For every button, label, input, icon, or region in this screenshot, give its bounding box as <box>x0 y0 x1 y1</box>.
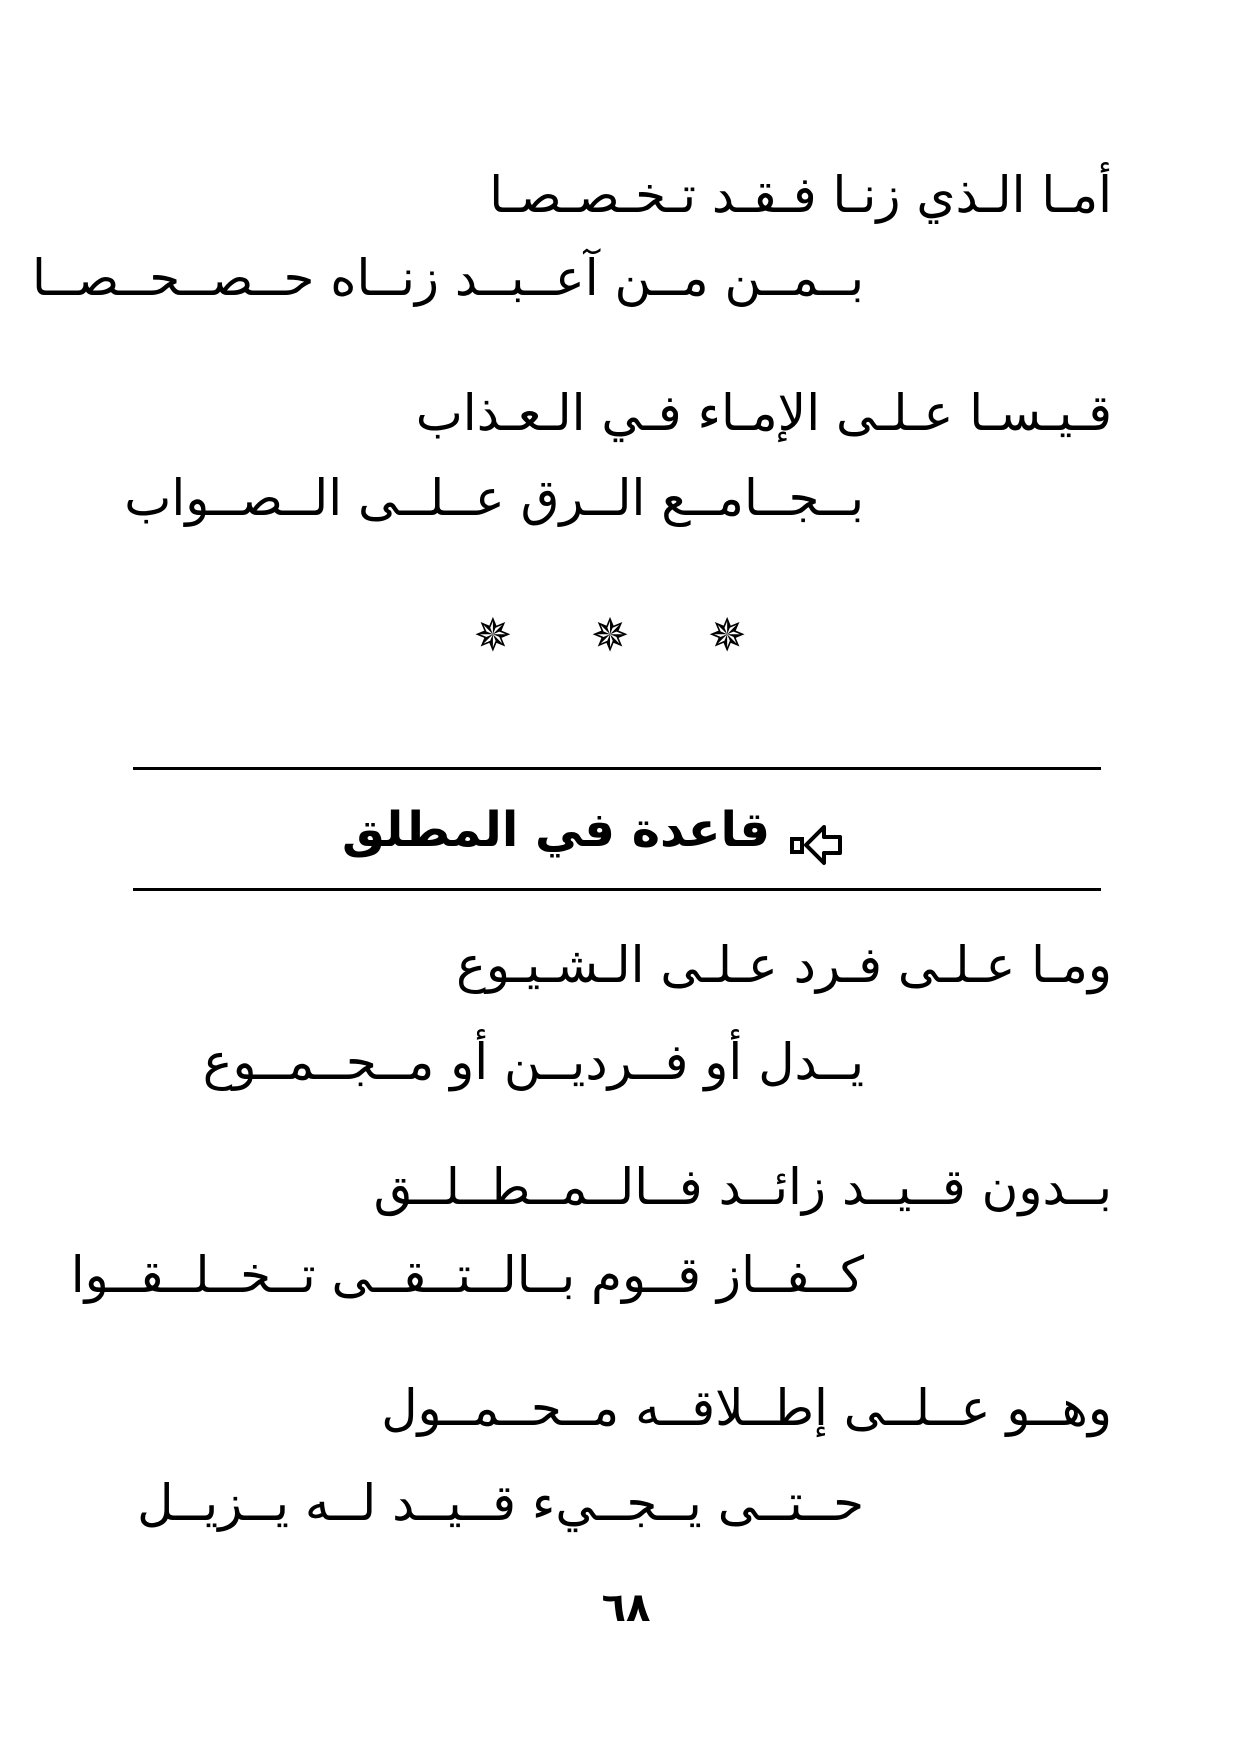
verse-line: حــتــى يــجــيء قــيــد لــه يــزيــل <box>137 1474 864 1532</box>
page-number: ٦٨ <box>601 1585 651 1631</box>
verse-line: وهــو عــلــى إطــلاقــه مــحــمــول <box>381 1379 1112 1437</box>
heading-bottom-rule <box>133 888 1101 891</box>
verse-line: ومـا عـلـى فـرد عـلـى الـشـيـوع <box>456 936 1112 994</box>
verse-line: كــفــاز قــوم بــالــتــقــى تــخــلــقــوا <box>70 1246 864 1304</box>
pointing-arrow-icon <box>788 811 850 855</box>
verse-line: أمـا الـذي زنـا فـقـد تـخـصـصـا <box>489 166 1112 224</box>
verse-line: بــجــامــع الــرق عــلــى الــصــواب <box>124 469 864 527</box>
verse-line: بــمــن مــن آعــبــد زنــاه حــصــحــصــا <box>32 249 864 307</box>
verse-line: قـيـسـا عـلـى الإمـاء فـي الـعـذاب <box>415 384 1112 442</box>
section-heading-title: قاعدة في المطلق <box>342 802 770 858</box>
verse-line: بــدون قــيــد زائــد فــالــمــطــلــق <box>373 1158 1112 1216</box>
verse-line: يــدل أو فــرديــن أو مــجــمــوع <box>202 1033 864 1091</box>
section-heading <box>300 790 850 870</box>
ornamental-separator: ✵ ✵ ✵ <box>473 608 779 662</box>
heading-top-rule <box>133 767 1101 770</box>
